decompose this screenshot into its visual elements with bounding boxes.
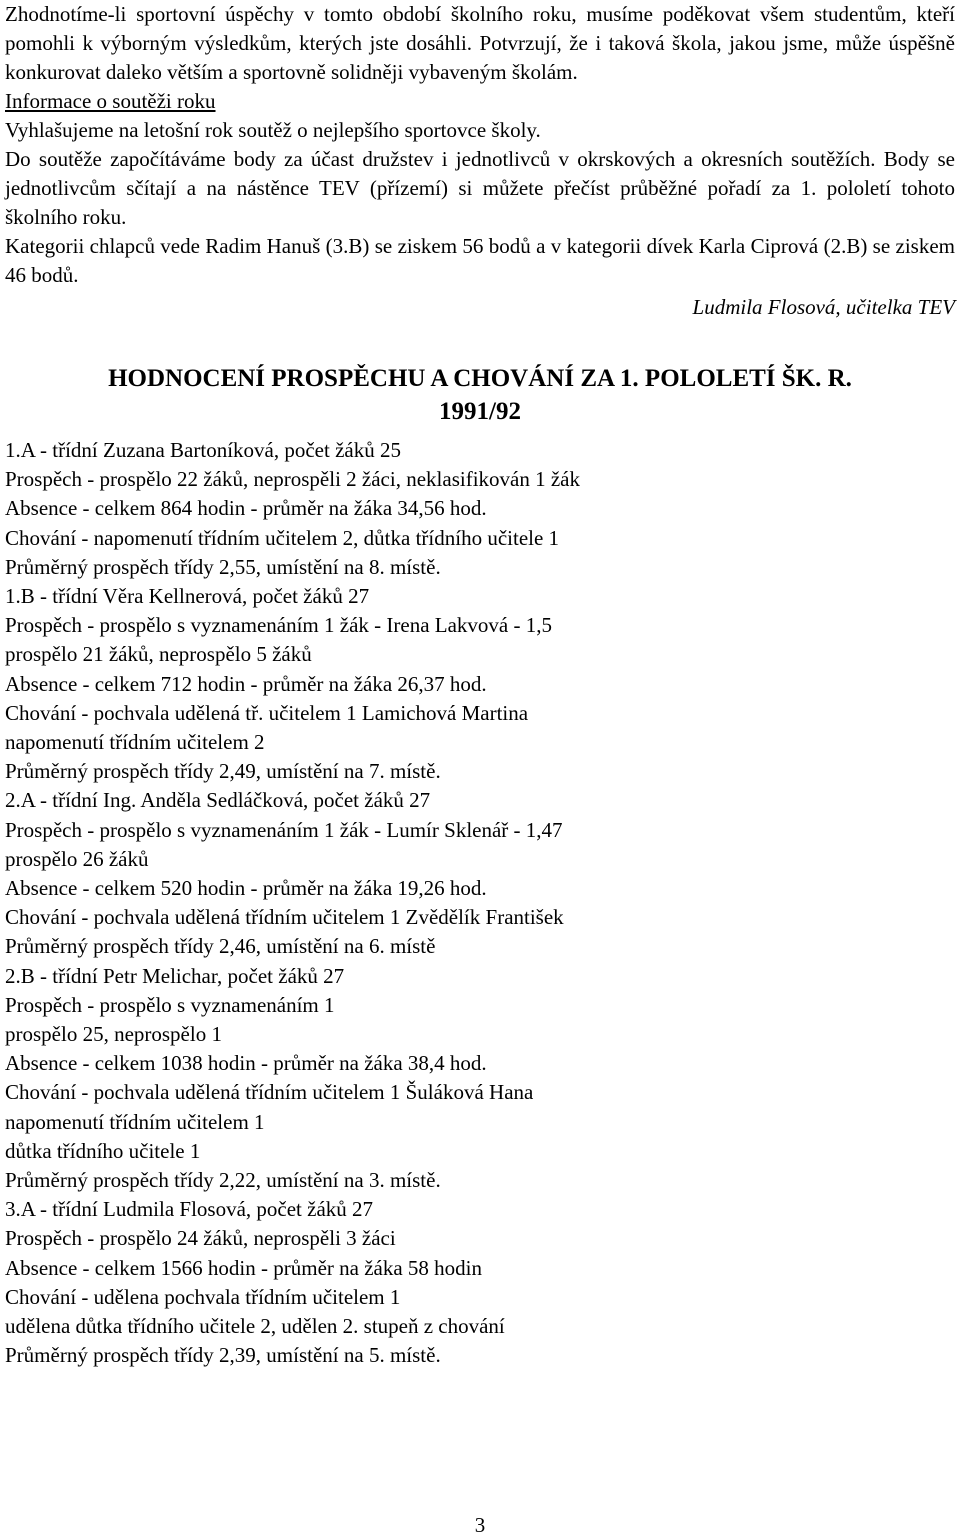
- report-line: prospělo 26 žáků: [5, 846, 149, 871]
- report-line: Průměrný prospěch třídy 2,22, umístění na 3. místě.: [5, 1168, 441, 1193]
- report-line: Chování - pochvala udělená třídním učitelem 1 Zvědělík František: [5, 905, 564, 930]
- report-line: Absence - celkem 1038 hodin - průměr na žáka 38,4 hod.: [5, 1051, 487, 1076]
- report-line: Prospěch - prospělo 24 žáků, neprospěli 3 žáci: [5, 1226, 396, 1251]
- page-number: 3: [474, 1513, 486, 1537]
- report-line: důtka třídního učitele 1: [5, 1138, 201, 1163]
- report-line: Absence - celkem 1566 hodin - průměr na žáka 58 hodin: [5, 1255, 483, 1280]
- report-heading-line2: 1991/92: [439, 398, 521, 425]
- report-line: Absence - celkem 864 hodin - průměr na žáka 34,56 hod.: [5, 496, 487, 521]
- report-line: Průměrný prospěch třídy 2,46, umístění na 6. místě: [5, 934, 436, 959]
- report-line: Průměrný prospěch třídy 2,49, umístění na 7. místě.: [5, 759, 441, 784]
- author-signature: Ludmila Flosová, učitelka TEV: [692, 295, 955, 319]
- report-line: Chování - pochvala udělená třídním učitelem 1 Šuláková Hana: [5, 1080, 534, 1105]
- report-line: 2.B - třídní Petr Melichar, počet žáků 27: [5, 963, 345, 988]
- report-line: prospělo 25, neprospělo 1: [5, 1022, 222, 1047]
- report-line: napomenutí třídním učitelem 1: [5, 1109, 265, 1134]
- report-line: 3.A - třídní Ludmila Flosová, počet žáků 27: [5, 1197, 374, 1222]
- report-heading: [5, 362, 955, 428]
- report-line: Absence - celkem 520 hodin - průměr na žáka 19,26 hod.: [5, 876, 487, 901]
- report-line: Chování - pochvala udělená tř. učitelem 1 Lamichová Martina: [5, 700, 529, 725]
- competition-announcement: Vyhlašujeme na letošní rok soutěž o nejlepšího sportovce školy.: [5, 118, 541, 142]
- report-line: 1.B - třídní Věra Kellnerová, počet žáků 27: [5, 584, 370, 609]
- report-line: Chování - napomenutí třídním učitelem 2, důtka třídního učitele 1: [5, 525, 560, 550]
- report-line: Prospěch - prospělo s vyznamenáním 1 žák - Lumír Sklenář - 1,47: [5, 817, 563, 842]
- competition-rules: Do soutěže započítáváme body za účast družstev i jednotlivců v okrskových a okresních soutěžích. Body se jednotlivcům sčítají a na nástěnce TEV (přízemí) si můžete přečíst průběžné pořadí za 1. pololetí tohoto školního roku.: [5, 147, 955, 229]
- report-line: Průměrný prospěch třídy 2,55, umístění na 8. místě.: [5, 554, 441, 579]
- competition-results: Kategorii chlapců vede Radim Hanuš (3.B) se ziskem 56 bodů a v kategorii dívek Karla Ciprová (2.B) se ziskem 46 bodů.: [5, 234, 955, 287]
- report-line: Chování - udělena pochvala třídním učitelem 1: [5, 1284, 401, 1309]
- intro-paragraph: Zhodnotíme-li sportovní úspěchy v tomto období školního roku, musíme poděkovat všem studentům, kteří pomohli k výborným výsledkům, kterých jste dosáhli. Potvrzují, že i taková škola, jakou jsme, může úspěšně konkurovat daleko větším a sportovně solidněji vybaveným školám.: [5, 2, 955, 84]
- report-line: 1.A - třídní Zuzana Bartoníková, počet žáků 25: [5, 438, 401, 462]
- report-line: udělena důtka třídního učitele 2, udělen 2. stupeň z chování: [5, 1314, 505, 1339]
- report-line: Prospěch - prospělo s vyznamenáním 1: [5, 992, 335, 1017]
- report-line: Prospěch - prospělo 22 žáků, neprospěli 2 žáci, neklasifikován 1 žák: [5, 467, 580, 492]
- report-line: prospělo 21 žáků, neprospělo 5 žáků: [5, 642, 312, 667]
- report-line: napomenutí třídním učitelem 2: [5, 730, 265, 755]
- competition-title: Informace o soutěži roku: [5, 89, 216, 113]
- report-line: Prospěch - prospělo s vyznamenáním 1 žák - Irena Lakvová - 1,5: [5, 613, 552, 638]
- document-page: [5, 0, 955, 1371]
- report-heading-line1: HODNOCENÍ PROSPĚCHU A CHOVÁNÍ ZA 1. POLOLETÍ ŠK. R.: [108, 365, 852, 392]
- report-list: [5, 436, 955, 1371]
- report-line: Absence - celkem 712 hodin - průměr na žáka 26,37 hod.: [5, 671, 487, 696]
- report-line: Průměrný prospěch třídy 2,39, umístění na 5. místě.: [5, 1343, 441, 1368]
- report-line: 2.A - třídní Ing. Anděla Sedláčková, počet žáků 27: [5, 788, 431, 813]
